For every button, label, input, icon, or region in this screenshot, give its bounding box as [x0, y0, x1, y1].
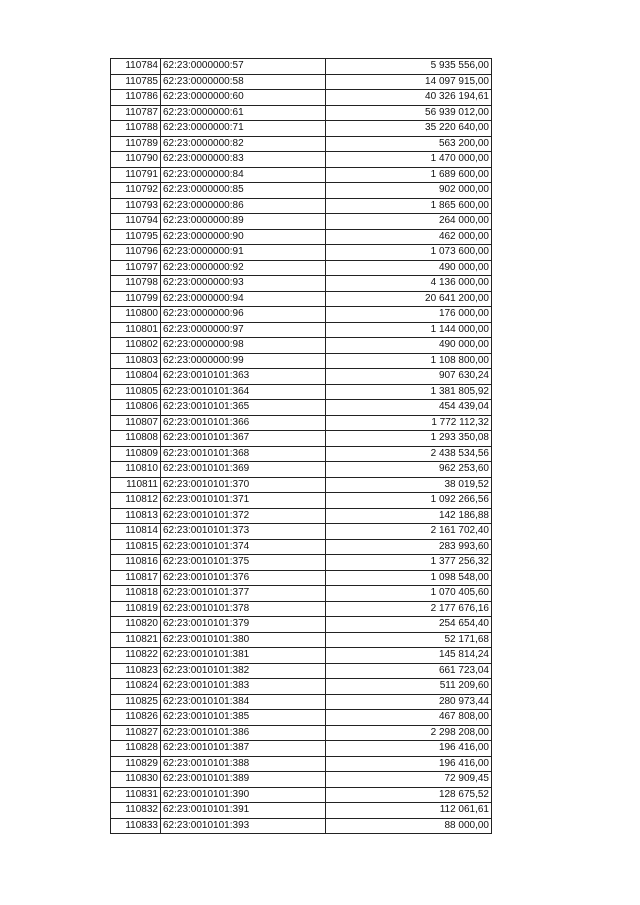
row-number-cell: 110821	[111, 632, 161, 648]
cadastral-number-cell: 62:23:0010101:379	[161, 617, 326, 633]
row-number-cell: 110799	[111, 291, 161, 307]
cadastral-value-cell: 4 136 000,00	[326, 276, 492, 292]
cadastral-value-cell: 1 381 805,92	[326, 384, 492, 400]
table-row	[111, 276, 492, 292]
cadastral-value-cell: 1 108 800,00	[326, 353, 492, 369]
cadastral-number-cell: 62:23:0000000:85	[161, 183, 326, 199]
row-number-cell: 110816	[111, 555, 161, 571]
row-number-cell: 110803	[111, 353, 161, 369]
cadastral-number-cell: 62:23:0000000:58	[161, 74, 326, 90]
row-number-cell: 110808	[111, 431, 161, 447]
cadastral-value-cell: 2 298 208,00	[326, 725, 492, 741]
row-number-cell: 110792	[111, 183, 161, 199]
cadastral-value-cell: 490 000,00	[326, 338, 492, 354]
table-row	[111, 59, 492, 75]
cadastral-value-cell: 14 097 915,00	[326, 74, 492, 90]
row-number-cell: 110801	[111, 322, 161, 338]
cadastral-value-cell: 467 808,00	[326, 710, 492, 726]
cadastral-value-cell: 283 993,60	[326, 539, 492, 555]
cadastral-number-cell: 62:23:0000000:57	[161, 59, 326, 75]
cadastral-number-cell: 62:23:0010101:382	[161, 663, 326, 679]
row-number-cell: 110787	[111, 105, 161, 121]
table-row	[111, 198, 492, 214]
cadastral-value-cell: 20 641 200,00	[326, 291, 492, 307]
cadastral-value-cell: 5 935 556,00	[326, 59, 492, 75]
cadastral-number-cell: 62:23:0000000:99	[161, 353, 326, 369]
table-row	[111, 648, 492, 664]
table-row	[111, 105, 492, 121]
row-number-cell: 110827	[111, 725, 161, 741]
cadastral-number-cell: 62:23:0010101:390	[161, 787, 326, 803]
row-number-cell: 110823	[111, 663, 161, 679]
cadastral-value-cell: 40 326 194,61	[326, 90, 492, 106]
table-row	[111, 493, 492, 509]
row-number-cell: 110804	[111, 369, 161, 385]
table-row	[111, 555, 492, 571]
row-number-cell: 110798	[111, 276, 161, 292]
cadastral-value-cell: 1 144 000,00	[326, 322, 492, 338]
cadastral-value-cell: 661 723,04	[326, 663, 492, 679]
table-row	[111, 260, 492, 276]
cadastral-value-cell: 145 814,24	[326, 648, 492, 664]
table-row	[111, 400, 492, 416]
row-number-cell: 110806	[111, 400, 161, 416]
table-row	[111, 90, 492, 106]
row-number-cell: 110815	[111, 539, 161, 555]
cadastral-number-cell: 62:23:0010101:387	[161, 741, 326, 757]
table-row	[111, 307, 492, 323]
cadastral-number-cell: 62:23:0010101:384	[161, 694, 326, 710]
table-row	[111, 245, 492, 261]
cadastral-value-cell: 1 073 600,00	[326, 245, 492, 261]
row-number-cell: 110814	[111, 524, 161, 540]
cadastral-value-cell: 142 186,88	[326, 508, 492, 524]
cadastral-number-cell: 62:23:0000000:91	[161, 245, 326, 261]
cadastral-value-cell: 454 439,04	[326, 400, 492, 416]
row-number-cell: 110813	[111, 508, 161, 524]
row-number-cell: 110784	[111, 59, 161, 75]
row-number-cell: 110828	[111, 741, 161, 757]
cadastral-value-cell: 511 209,60	[326, 679, 492, 695]
cadastral-number-cell: 62:23:0010101:389	[161, 772, 326, 788]
cadastral-number-cell: 62:23:0010101:393	[161, 818, 326, 834]
row-number-cell: 110789	[111, 136, 161, 152]
cadastral-number-cell: 62:23:0010101:366	[161, 415, 326, 431]
cadastral-value-cell: 1 098 548,00	[326, 570, 492, 586]
row-number-cell: 110820	[111, 617, 161, 633]
cadastral-number-cell: 62:23:0010101:376	[161, 570, 326, 586]
row-number-cell: 110819	[111, 601, 161, 617]
cadastral-value-cell: 907 630,24	[326, 369, 492, 385]
row-number-cell: 110833	[111, 818, 161, 834]
table-row	[111, 384, 492, 400]
cadastral-value-cell: 88 000,00	[326, 818, 492, 834]
row-number-cell: 110786	[111, 90, 161, 106]
cadastral-number-cell: 62:23:0010101:367	[161, 431, 326, 447]
cadastral-value-cell: 254 654,40	[326, 617, 492, 633]
table-row	[111, 338, 492, 354]
table-row	[111, 632, 492, 648]
table-row	[111, 431, 492, 447]
cadastral-value-cell: 128 675,52	[326, 787, 492, 803]
row-number-cell: 110793	[111, 198, 161, 214]
row-number-cell: 110829	[111, 756, 161, 772]
cadastral-number-cell: 62:23:0010101:371	[161, 493, 326, 509]
table-row	[111, 214, 492, 230]
cadastral-number-cell: 62:23:0010101:363	[161, 369, 326, 385]
table-row	[111, 818, 492, 834]
row-number-cell: 110795	[111, 229, 161, 245]
table-row	[111, 322, 492, 338]
cadastral-number-cell: 62:23:0000000:92	[161, 260, 326, 276]
cadastral-number-cell: 62:23:0010101:383	[161, 679, 326, 695]
cadastral-number-cell: 62:23:0000000:86	[161, 198, 326, 214]
table-row	[111, 229, 492, 245]
row-number-cell: 110802	[111, 338, 161, 354]
row-number-cell: 110830	[111, 772, 161, 788]
cadastral-value-cell: 962 253,60	[326, 462, 492, 478]
row-number-cell: 110831	[111, 787, 161, 803]
table-row	[111, 446, 492, 462]
cadastral-number-cell: 62:23:0000000:84	[161, 167, 326, 183]
cadastral-number-cell: 62:23:0000000:61	[161, 105, 326, 121]
table-row	[111, 462, 492, 478]
cadastral-number-cell: 62:23:0000000:60	[161, 90, 326, 106]
cadastral-number-cell: 62:23:0000000:98	[161, 338, 326, 354]
cadastral-value-cell: 1 377 256,32	[326, 555, 492, 571]
table-row	[111, 601, 492, 617]
table-row	[111, 415, 492, 431]
table-row	[111, 121, 492, 137]
cadastral-number-cell: 62:23:0010101:378	[161, 601, 326, 617]
row-number-cell: 110785	[111, 74, 161, 90]
table-row	[111, 710, 492, 726]
table-row	[111, 477, 492, 493]
cadastral-number-cell: 62:23:0000000:96	[161, 307, 326, 323]
cadastral-value-cell: 72 909,45	[326, 772, 492, 788]
table-row	[111, 369, 492, 385]
cadastral-number-cell: 62:23:0010101:370	[161, 477, 326, 493]
row-number-cell: 110826	[111, 710, 161, 726]
row-number-cell: 110824	[111, 679, 161, 695]
table-row	[111, 803, 492, 819]
table-row	[111, 152, 492, 168]
cadastral-value-cell: 264 000,00	[326, 214, 492, 230]
table-row	[111, 741, 492, 757]
row-number-cell: 110797	[111, 260, 161, 276]
cadastral-value-cell: 38 019,52	[326, 477, 492, 493]
table-row	[111, 167, 492, 183]
table-row	[111, 353, 492, 369]
row-number-cell: 110811	[111, 477, 161, 493]
cadastral-number-cell: 62:23:0010101:388	[161, 756, 326, 772]
table-row	[111, 787, 492, 803]
cadastral-value-cell: 2 438 534,56	[326, 446, 492, 462]
cadastral-value-cell: 1 470 000,00	[326, 152, 492, 168]
cadastral-value-cell: 462 000,00	[326, 229, 492, 245]
row-number-cell: 110807	[111, 415, 161, 431]
row-number-cell: 110788	[111, 121, 161, 137]
cadastral-number-cell: 62:23:0000000:89	[161, 214, 326, 230]
cadastral-value-cell: 112 061,61	[326, 803, 492, 819]
cadastral-value-cell: 56 939 012,00	[326, 105, 492, 121]
table-row	[111, 772, 492, 788]
table-row	[111, 508, 492, 524]
cadastral-value-cell: 1 689 600,00	[326, 167, 492, 183]
cadastral-number-cell: 62:23:0010101:373	[161, 524, 326, 540]
cadastral-value-cell: 2 161 702,40	[326, 524, 492, 540]
row-number-cell: 110800	[111, 307, 161, 323]
table-row	[111, 74, 492, 90]
cadastral-value-cell: 35 220 640,00	[326, 121, 492, 137]
cadastral-value-cell: 196 416,00	[326, 741, 492, 757]
cadastral-value-cell: 1 293 350,08	[326, 431, 492, 447]
row-number-cell: 110825	[111, 694, 161, 710]
row-number-cell: 110805	[111, 384, 161, 400]
table-row	[111, 725, 492, 741]
cadastral-value-cell: 1 865 600,00	[326, 198, 492, 214]
cadastral-value-cell: 52 171,68	[326, 632, 492, 648]
cadastral-number-cell: 62:23:0000000:71	[161, 121, 326, 137]
table-row	[111, 291, 492, 307]
table-row	[111, 136, 492, 152]
cadastral-number-cell: 62:23:0000000:82	[161, 136, 326, 152]
table-row	[111, 679, 492, 695]
cadastral-number-cell: 62:23:0000000:90	[161, 229, 326, 245]
cadastral-number-cell: 62:23:0000000:97	[161, 322, 326, 338]
row-number-cell: 110809	[111, 446, 161, 462]
cadastral-number-cell: 62:23:0010101:377	[161, 586, 326, 602]
cadastral-value-cell: 196 416,00	[326, 756, 492, 772]
row-number-cell: 110810	[111, 462, 161, 478]
cadastral-number-cell: 62:23:0000000:93	[161, 276, 326, 292]
row-number-cell: 110832	[111, 803, 161, 819]
table-row	[111, 694, 492, 710]
cadastral-number-cell: 62:23:0010101:380	[161, 632, 326, 648]
cadastral-value-table	[110, 58, 492, 834]
cadastral-number-cell: 62:23:0010101:374	[161, 539, 326, 555]
cadastral-number-cell: 62:23:0010101:364	[161, 384, 326, 400]
table-row	[111, 570, 492, 586]
cadastral-value-cell: 2 177 676,16	[326, 601, 492, 617]
cadastral-number-cell: 62:23:0010101:368	[161, 446, 326, 462]
table-row	[111, 663, 492, 679]
row-number-cell: 110794	[111, 214, 161, 230]
row-number-cell: 110812	[111, 493, 161, 509]
table-row	[111, 617, 492, 633]
cadastral-value-cell: 176 000,00	[326, 307, 492, 323]
cadastral-number-cell: 62:23:0000000:83	[161, 152, 326, 168]
cadastral-number-cell: 62:23:0010101:375	[161, 555, 326, 571]
cadastral-number-cell: 62:23:0010101:372	[161, 508, 326, 524]
table-row	[111, 539, 492, 555]
cadastral-value-cell: 1 070 405,60	[326, 586, 492, 602]
cadastral-value-cell: 1 092 266,56	[326, 493, 492, 509]
row-number-cell: 110817	[111, 570, 161, 586]
row-number-cell: 110818	[111, 586, 161, 602]
cadastral-value-cell: 490 000,00	[326, 260, 492, 276]
table-body	[111, 59, 492, 834]
table-row	[111, 524, 492, 540]
table-row	[111, 183, 492, 199]
cadastral-value-cell: 902 000,00	[326, 183, 492, 199]
row-number-cell: 110791	[111, 167, 161, 183]
cadastral-number-cell: 62:23:0010101:369	[161, 462, 326, 478]
cadastral-number-cell: 62:23:0010101:365	[161, 400, 326, 416]
cadastral-value-cell: 1 772 112,32	[326, 415, 492, 431]
row-number-cell: 110796	[111, 245, 161, 261]
cadastral-number-cell: 62:23:0010101:386	[161, 725, 326, 741]
row-number-cell: 110822	[111, 648, 161, 664]
cadastral-number-cell: 62:23:0010101:381	[161, 648, 326, 664]
cadastral-number-cell: 62:23:0000000:94	[161, 291, 326, 307]
row-number-cell: 110790	[111, 152, 161, 168]
cadastral-value-cell: 563 200,00	[326, 136, 492, 152]
table-row	[111, 756, 492, 772]
table-row	[111, 586, 492, 602]
cadastral-number-cell: 62:23:0010101:391	[161, 803, 326, 819]
cadastral-value-cell: 280 973,44	[326, 694, 492, 710]
cadastral-number-cell: 62:23:0010101:385	[161, 710, 326, 726]
